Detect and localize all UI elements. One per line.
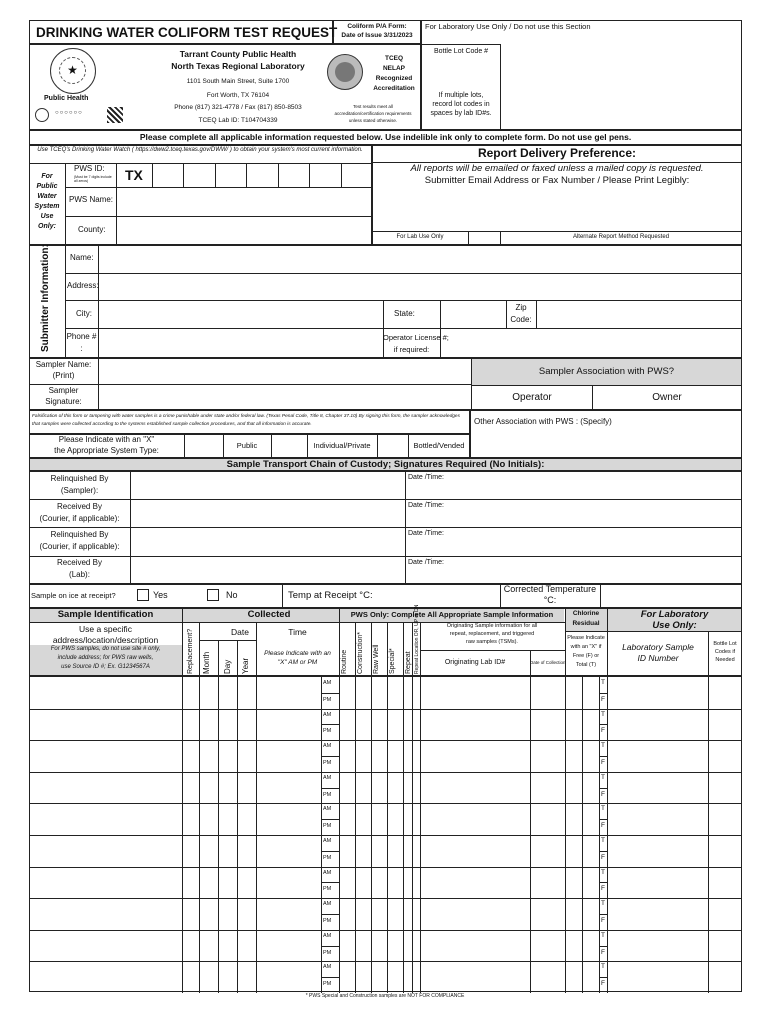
custody-row1-label2: (Sampler):	[60, 486, 99, 495]
custody-row4-label2: (Lab):	[69, 570, 90, 579]
temp-receipt-field[interactable]	[380, 585, 500, 607]
construction-header: Construction*	[357, 631, 364, 674]
custody-row1-label1: Relinquished By	[50, 474, 109, 483]
corrected-temp-label-2: °C:	[543, 595, 557, 605]
sample-rows	[29, 676, 742, 992]
tf-divider	[599, 946, 607, 947]
am-label: AM	[323, 743, 332, 750]
chlorine-note-4: Total (T)	[575, 662, 597, 668]
originating-lab-id-header: Originating Lab ID#	[444, 659, 506, 666]
chlorine-header-2: Residual	[572, 620, 600, 627]
raw-well-header: Raw Well	[373, 644, 380, 674]
tf-divider	[599, 977, 607, 978]
time-header: Time	[288, 627, 307, 637]
tceq-line2: NELAP	[382, 65, 406, 72]
lab-address: 1101 South Main Street, Suite 1700	[186, 78, 290, 85]
custody-title: Sample Transport Chain of Custody; Signatures Required (No Initials):	[226, 459, 545, 470]
bottle-lot-codes-2: Codes if	[714, 649, 736, 655]
sampler-name-field[interactable]	[99, 359, 471, 384]
sample-location-field[interactable]	[31, 868, 182, 898]
pws-id-digits[interactable]	[152, 163, 372, 187]
sample-location-field[interactable]	[31, 678, 182, 708]
custody-header	[29, 458, 742, 471]
lab-city: Fort Worth, TX 76104	[206, 92, 270, 99]
tf-divider	[599, 851, 607, 852]
use-specific-2: address/location/description	[52, 635, 159, 645]
tceq-note-line2: accreditation/certification requirements	[334, 111, 412, 116]
ice-yes-label: Yes	[153, 590, 168, 600]
tceq-line3: Recognized	[375, 75, 413, 82]
routine-header: Routine	[341, 649, 348, 674]
submitter-side-label: Submitter Information:	[40, 244, 51, 352]
pws-id-hint: (Must be 7 digits include all zeros)	[74, 175, 112, 183]
temp-receipt-label: Temp at Receipt °C:	[288, 590, 373, 601]
pws-side-label-6: Only:	[38, 223, 56, 230]
pm-label: PM	[323, 886, 332, 893]
bottle-lot-codes-3: Needed	[715, 657, 735, 663]
received-courier-signature[interactable]	[131, 500, 404, 527]
lab-name: North Texas Regional Laboratory	[171, 61, 305, 71]
lab-sample-id-field[interactable]	[609, 741, 709, 771]
footer-note: * PWS Special and Construction samples are NOT FOR COMPLIANCE	[305, 993, 465, 999]
public-label: Public	[236, 441, 258, 450]
t-label: T	[601, 900, 605, 908]
custody-row2-date-label: Date /Time:	[408, 502, 444, 509]
ampm-divider	[321, 882, 339, 883]
bottle-lot-codes-1: Bottle Lot	[713, 641, 737, 647]
chlorine-note-3: Free (F) or	[572, 653, 600, 659]
pm-label: PM	[323, 823, 332, 830]
am-label: AM	[323, 711, 332, 718]
am-label: AM	[323, 932, 332, 939]
falsification-box	[29, 410, 470, 434]
sample-location-field[interactable]	[31, 962, 182, 992]
relinquished-courier-signature[interactable]	[131, 528, 404, 556]
ampm-divider	[321, 819, 339, 820]
org-name: Tarrant County Public Health	[179, 49, 297, 59]
corrected-temp-field[interactable]	[601, 585, 741, 607]
originating-note-2: repeat, replacement, and triggered	[449, 631, 535, 637]
ampm-divider	[321, 788, 339, 789]
lab-use-only-note: For Laboratory Use Only / Do not use this Section	[425, 22, 591, 31]
pws-note-1: For PWS samples, do not use site # only,	[50, 646, 161, 652]
custody-row4-label1: Received By	[57, 558, 102, 567]
date-header: Date	[231, 627, 249, 637]
individual-checkbox[interactable]	[272, 435, 307, 457]
pm-label: PM	[323, 949, 332, 956]
submitter-phone-field[interactable]	[99, 329, 382, 357]
name-label: Name:	[70, 253, 94, 262]
f-label: F	[601, 917, 605, 924]
f-label: F	[601, 980, 605, 988]
repeat-header: Repeat	[405, 651, 412, 674]
tf-divider	[599, 819, 607, 820]
submitter-contact-field[interactable]	[373, 188, 741, 231]
individual-label: Individual/Private	[313, 441, 371, 450]
f-label: F	[601, 853, 605, 861]
submitter-name-field[interactable]	[99, 246, 741, 273]
pws-side-label-4: System	[34, 203, 60, 210]
city-label: City:	[76, 309, 92, 318]
qr-code-icon	[107, 107, 123, 123]
ice-no-label: No	[226, 590, 238, 600]
sampler-signature-field[interactable]	[99, 385, 471, 410]
pws-only-header: PWS Only: Complete All Appropriate Sample Information	[350, 610, 554, 619]
ampm-divider	[321, 724, 339, 725]
sampler-signature-label-2: Signature:	[45, 397, 82, 406]
collected-header: Collected	[247, 609, 291, 620]
repeat-location-header: Repeat Location OR, UP or DN	[414, 604, 420, 674]
submitter-state-field[interactable]	[441, 301, 506, 328]
time-note-2: "X" AM or PM	[277, 659, 318, 666]
lab-id: TCEQ Lab ID: T104704339	[198, 117, 278, 124]
custody-row1-date-label: Date /Time:	[408, 474, 444, 481]
instructions-bar	[29, 130, 742, 145]
ampm-divider	[321, 756, 339, 757]
sample-location-field[interactable]	[31, 836, 182, 866]
delivery-title: Report Delivery Preference:	[477, 146, 637, 160]
custody-row4-date-label: Date /Time:	[408, 559, 444, 566]
multi-lots-line1: If multiple lots,	[438, 92, 484, 99]
bottle-lot-label: Bottle Lot Code #	[433, 48, 489, 55]
pws-side-label-3: Water	[37, 193, 57, 200]
tceq-note-line3: unless stated otherwise.	[348, 118, 398, 123]
year-header: Year	[241, 657, 250, 674]
bottle-lot-box	[421, 44, 501, 130]
chlorine-note-2: with an "X" if	[570, 644, 602, 650]
tf-divider	[599, 882, 607, 883]
system-type-label-1: Please Indicate with an "X"	[58, 435, 155, 444]
custody-row3-label1: Relinquished By	[50, 530, 109, 539]
lab-sample-id-field[interactable]	[609, 773, 709, 803]
system-type-label-2: the Appropriate System Type:	[54, 446, 159, 455]
t-label: T	[601, 679, 605, 686]
relinquished-sampler-datetime[interactable]	[406, 482, 741, 498]
sample-location-field[interactable]	[31, 773, 182, 803]
phone-label-2: :	[80, 344, 83, 353]
pws-name-field[interactable]	[117, 188, 371, 216]
lab-phone: Phone (817) 321-4778 / Fax (817) 850-8503	[174, 104, 302, 111]
lab-sample-id-field[interactable]	[609, 899, 709, 929]
form-issue-box	[333, 20, 421, 44]
pws-note-2: include address; for PWS raw wells,	[57, 655, 154, 661]
falsification-statement: Falsification of this form or tampering with water samples is a crime punishable under state and/or federal law. (Texas Penal Code, Title 8, Chapter 37.10) By signing this form, the sampler acknowledges that samples were collected according to the systems established sample collection procedures, and that all information is accurate.	[32, 414, 460, 427]
logo-caption: Public Health	[44, 95, 89, 102]
sample-location-field[interactable]	[31, 931, 182, 961]
public-checkbox[interactable]	[185, 435, 223, 457]
other-association-field[interactable]	[472, 428, 740, 456]
pm-label: PM	[323, 696, 332, 703]
tf-divider	[599, 724, 607, 725]
f-label: F	[601, 727, 605, 735]
relinquished-sampler-signature[interactable]	[131, 472, 404, 499]
lab-sample-id-field[interactable]	[609, 868, 709, 898]
use-specific-1: Use a specific	[79, 624, 132, 634]
pws-note-3: use Source ID #; Ex. G1234567A	[61, 664, 150, 670]
am-label: AM	[323, 901, 332, 908]
sampler-name-label-1: Sampler Name:	[35, 360, 92, 369]
f-label: F	[601, 695, 605, 703]
time-note-1: Please Indicate with an	[264, 650, 331, 657]
am-label: AM	[323, 680, 332, 686]
sampler-association-label: Sampler Association with PWS?	[538, 366, 675, 377]
other-association-label: Other Association with PWS : (Specify)	[474, 417, 612, 426]
pws-side-label-5: Use	[40, 213, 54, 220]
pws-side-label-1: For	[41, 173, 53, 180]
received-lab-datetime[interactable]	[406, 567, 741, 583]
zip-label-2: Code:	[510, 315, 532, 324]
am-label: AM	[323, 838, 332, 844]
pm-label: PM	[323, 760, 332, 766]
form-issue-line1: Coliform P/A Form:	[347, 23, 407, 30]
pm-label: PM	[323, 728, 332, 735]
lab-use-header-1: For Laboratory	[640, 609, 709, 620]
lab-sample-header-1: Laboratory Sample	[622, 642, 694, 652]
operator-license-field[interactable]	[441, 329, 741, 357]
partner-logos: ○○○○○○	[55, 110, 83, 116]
pws-state-prefix: TX	[125, 167, 143, 183]
originating-note-3: raw samples (TSMs).	[466, 639, 518, 645]
f-label: F	[601, 885, 605, 893]
tceq-line1: TCEQ	[384, 55, 404, 62]
originating-note-1: Originating Sample information for all	[446, 623, 538, 629]
sample-location-field[interactable]	[31, 741, 182, 771]
tf-divider	[599, 788, 607, 789]
ampm-divider	[321, 693, 339, 694]
pm-label: PM	[323, 981, 332, 988]
lab-sample-id-field[interactable]	[609, 931, 709, 961]
lab-sample-header-2: ID Number	[637, 653, 679, 663]
tf-divider	[599, 914, 607, 915]
state-label: State:	[394, 309, 415, 318]
submitter-address-field[interactable]	[99, 274, 741, 300]
zip-label-1: Zip	[515, 303, 527, 312]
chlorine-header-1: Chlorine	[572, 610, 600, 617]
pm-label: PM	[323, 918, 332, 924]
lab-sample-id-field[interactable]	[609, 678, 709, 708]
pm-label: PM	[323, 854, 332, 861]
custody-row2-label1: Received By	[57, 502, 102, 511]
multi-lots-line3: spaces by lab ID#s.	[430, 110, 492, 117]
tf-divider	[599, 756, 607, 757]
sampler-signature-label-1: Sampler	[48, 386, 79, 395]
lab-use-header-2: Use Only:	[652, 620, 697, 631]
address-label: Address:	[67, 281, 99, 290]
lab-use-only-label: For Lab Use Only	[396, 234, 444, 240]
custody-row3-label2: (Courier, if applicable):	[39, 542, 120, 551]
form-title: DRINKING WATER COLIFORM TEST REQUEST	[36, 25, 338, 40]
county-seal-logo: ★	[50, 48, 96, 94]
alternate-method-label: Alternate Report Method Requested	[572, 234, 670, 240]
sample-id-header: Sample Identification	[57, 609, 154, 620]
chlorine-note-1: Please Indicate	[567, 635, 605, 641]
received-courier-datetime[interactable]	[406, 510, 741, 526]
t-label: T	[601, 837, 605, 844]
operator-license-label-1: Operator License #;	[383, 333, 449, 342]
t-label: T	[601, 805, 605, 813]
f-label: F	[601, 759, 605, 766]
am-label: AM	[323, 869, 332, 876]
delivery-note: All reports will be emailed or faxed unless a mailed copy is requested.	[410, 163, 704, 174]
am-label: AM	[323, 806, 332, 813]
date-of-collection-header: Date of Collection	[530, 660, 566, 665]
pws-name-label: PWS Name:	[69, 195, 114, 204]
county-label: County:	[78, 225, 106, 234]
am-label: AM	[323, 964, 332, 971]
received-lab-signature[interactable]	[131, 557, 404, 583]
t-label: T	[601, 710, 605, 718]
ampm-divider	[321, 977, 339, 978]
day-header: Day	[223, 659, 232, 674]
ampm-divider	[321, 851, 339, 852]
t-label: T	[601, 742, 605, 750]
f-label: F	[601, 790, 605, 798]
f-label: F	[601, 948, 605, 956]
submitter-city-field[interactable]	[99, 301, 382, 328]
form-issue-line2: Date of Issue 3/31/2023	[341, 32, 413, 39]
bottled-checkbox[interactable]	[378, 435, 408, 457]
sampler-name-label-2: (Print)	[52, 371, 75, 380]
am-label: AM	[323, 774, 332, 781]
tceq-note-line1: Test results meet all	[353, 104, 393, 109]
dww-note: Use TCEQ's Drinking Water Watch ( https://dww2.tceq.texas.gov/DWW/ ) to obtain your system's most current information.	[37, 147, 363, 153]
pm-label: PM	[323, 791, 332, 798]
multi-lots-line2: record lot codes in	[432, 101, 490, 108]
accreditation-badge-icon	[35, 108, 49, 122]
lab-sample-id-field[interactable]	[609, 710, 709, 740]
tceq-logo	[327, 54, 363, 90]
special-header: Special*	[389, 648, 396, 674]
lab-sample-id-field[interactable]	[609, 804, 709, 834]
instructions-text: Please complete all applicable information requested below. Use indelible ink only to complete form. Do not use gel pens.	[139, 132, 632, 142]
sample-location-field[interactable]	[31, 710, 182, 740]
month-header: Month	[202, 651, 211, 674]
tceq-line4: Accreditation	[373, 85, 415, 92]
ice-label: Sample on ice at receipt?	[31, 591, 116, 600]
custody-row2-label2: (Courier, if applicable):	[39, 514, 120, 523]
t-label: T	[601, 773, 605, 781]
title-box	[29, 20, 338, 44]
ice-no-checkbox[interactable]	[207, 589, 219, 601]
sampler-association-header	[472, 359, 741, 385]
ampm-divider	[321, 946, 339, 947]
relinquished-courier-datetime[interactable]	[406, 538, 741, 555]
ice-yes-checkbox[interactable]	[137, 589, 149, 601]
corrected-temp-label-1: Corrected Temperature	[503, 584, 597, 594]
t-label: T	[601, 931, 605, 939]
submitter-zip-field[interactable]	[537, 301, 741, 328]
custody-row3-date-label: Date /Time:	[408, 530, 444, 537]
sample-location-field[interactable]	[31, 804, 182, 834]
county-field[interactable]	[117, 217, 371, 244]
phone-label-1: Phone #	[66, 332, 97, 341]
operator-option[interactable]: Operator	[512, 392, 552, 403]
pws-id-label: PWS ID:	[74, 164, 105, 173]
owner-option[interactable]: Owner	[652, 392, 682, 403]
pws-side-label-2: Public	[36, 183, 58, 190]
bottled-label: Bottled/Vended	[413, 441, 465, 450]
f-label: F	[601, 822, 605, 830]
t-label: T	[601, 868, 605, 876]
tf-divider	[599, 693, 607, 694]
t-label: T	[601, 963, 605, 971]
ampm-divider	[321, 914, 339, 915]
sample-location-field[interactable]	[31, 899, 182, 929]
replacement-header: Replacement?	[187, 628, 194, 674]
submitter-contact-label: Submitter Email Address or Fax Number / Please Print Legibly:	[424, 175, 690, 186]
lab-sample-id-field[interactable]	[609, 962, 709, 992]
operator-license-label-2: if required:	[393, 345, 430, 354]
lab-sample-id-field[interactable]	[609, 836, 709, 866]
